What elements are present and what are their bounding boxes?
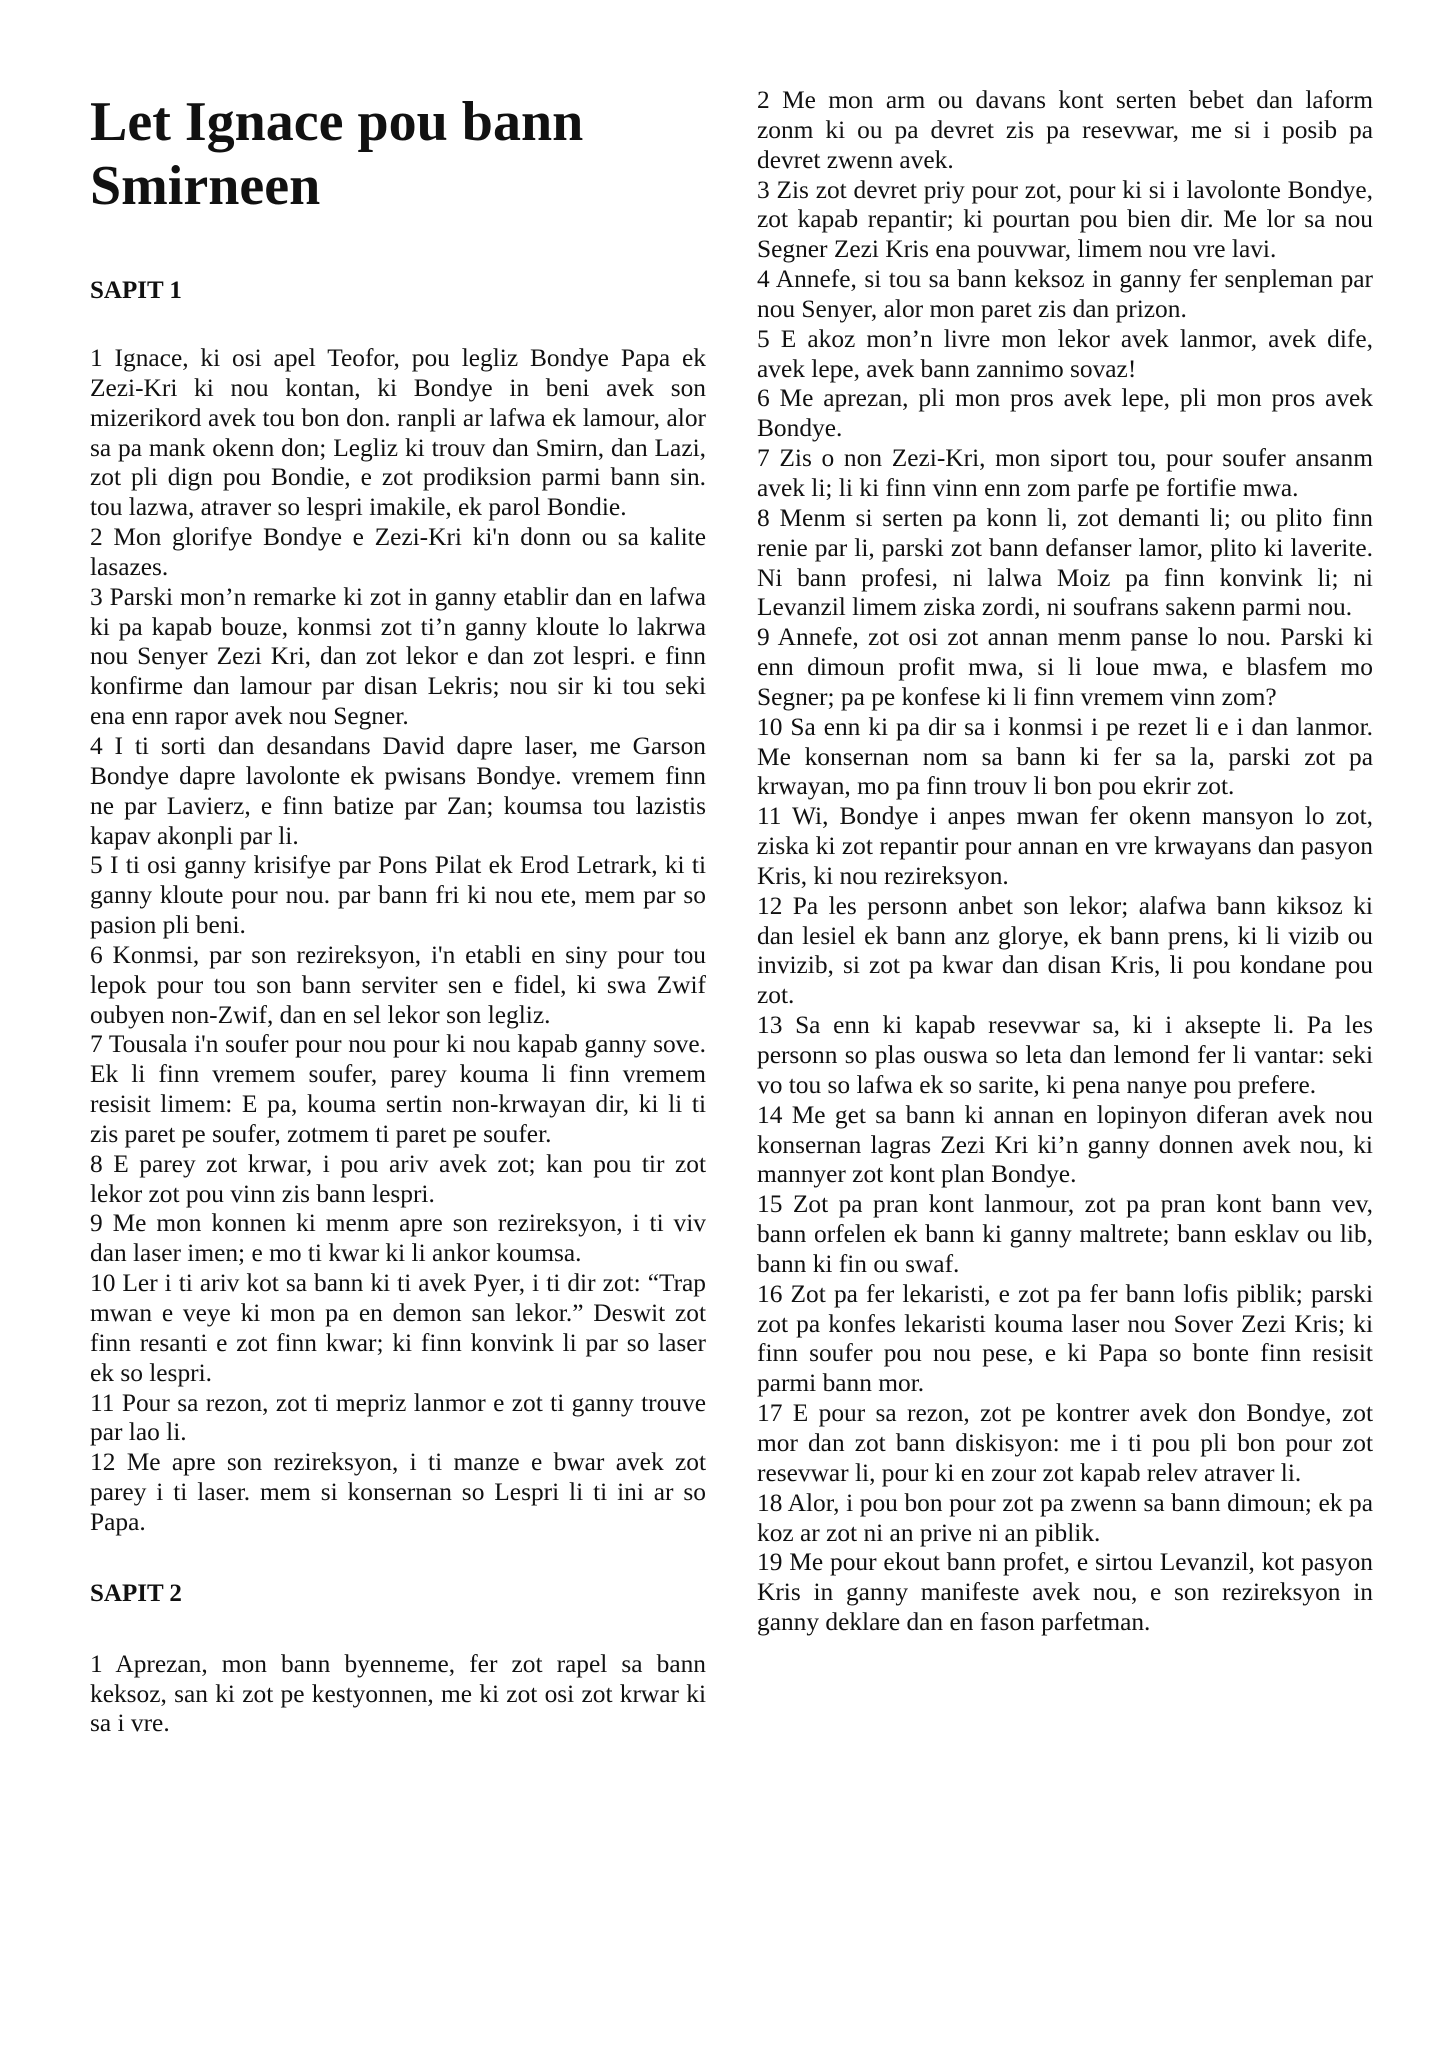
chapter-2-heading: SAPIT 2: [90, 1579, 182, 1607]
left-column-body: [90, 276, 706, 1739]
verse-2-8: 8 Menm si serten pa konn li, zot demanti li; ou plito finn renie par li, parski zot bann defanser lamor, plito ki laverite. Ni bann profesi, ni lalwa Moiz pa finn konvink li; ni Levanzil limem ziska zordi, ni soufrans sakenn parmi nou.: [757, 503, 1373, 622]
right-column: [757, 86, 1373, 1638]
verse-2-14: 14 Me get sa bann ki annan en lopinyon diferan avek nou konsernan lagras Zezi Kri ki’n ganny donnen avek nou, ki mannyer zot kont plan Bondye.: [757, 1100, 1373, 1189]
verse-2-1: 1 Aprezan, mon bann byenneme, fer zot rapel sa bann keksoz, san ki zot pe kestyonnen, me ki zot osi zot krwar ki sa i vre.: [90, 1649, 706, 1738]
verse-1-11: 11 Pour sa rezon, zot ti mepriz lanmor e zot ti ganny trouve par lao li.: [90, 1388, 706, 1447]
verse-2-10: 10 Sa enn ki pa dir sa i konmsi i pe rezet li e i dan lanmor. Me konsernan nom sa bann ki fer sa la, parski zot pa krwayan, mo pa finn trouv li bon pou ekrir zot.: [757, 712, 1373, 801]
verse-2-3: 3 Zis zot devret priy pour zot, pour ki si i lavolonte Bondye, zot kapab repantir; ki pourtan pou bien dir. Me lor sa nou Segner Zezi Kris ena pouvwar, limem nou vre lavi.: [757, 175, 1373, 264]
verse-2-7: 7 Zis o non Zezi-Kri, mon siport tou, pour soufer ansanm avek li; li ki finn vinn enn zom parfe pe fortifie mwa.: [757, 444, 1373, 502]
verse-1-6: 6 Konmsi, par son rezireksyon, i'n etabli en siny pour tou lepok pour tou son bann serviter sen e fidel, ki swa Zwif oubyen non-Zwif, dan en sel lekor son legliz.: [90, 940, 706, 1029]
verse-2-6: 6 Me aprezan, pli mon pros avek lepe, pli mon pros avek Bondye.: [757, 384, 1373, 443]
verse-2-2: 2 Me mon arm ou davans kont serten bebet dan laform zonm ki ou pa devret zis pa resevwar, me si i posib pa devret zwenn avek.: [757, 86, 1373, 174]
verse-2-16: 16 Zot pa fer lekaristi, e zot pa fer bann lofis piblik; parski zot pa konfes lekaristi kouma laser nou Sover Zezi Kris; ki finn soufer pou nou pese, e ki Papa so bonte finn resisit parmi bann mor.: [757, 1279, 1373, 1398]
verse-1-3: 3 Parski mon’n remarke ki zot in ganny etablir dan en lafwa ki pa kapab bouze, konmsi zot ti’n ganny kloute lo lakrwa nou Senyer Zezi Kri, dan zot lekor e dan zot lespri. e finn konfirme dan lamour par disan Lekris; nou sir ki tou seki ena enn rapor avek nou Segner.: [90, 582, 706, 731]
verse-2-4: 4 Annefe, si tou sa bann keksoz in ganny fer senpleman par nou Senyer, alor mon paret zis dan prizon.: [757, 265, 1373, 323]
verse-1-10: 10 Ler i ti ariv kot sa bann ki ti avek Pyer, i ti dir zot: “Trap mwan e veye ki mon pa en demon san lekor.” Deswit zot finn resanti e zot finn kwar; ki finn konvink li par so laser ek so lespri.: [90, 1269, 706, 1387]
verse-1-5: 5 I ti osi ganny krisifye par Pons Pilat ek Erod Letrark, ki ti ganny kloute pour nou. par bann fri ki nou ete, mem par so pasion pli beni.: [90, 851, 706, 940]
verse-2-18: 18 Alor, i pou bon pour zot pa zwenn sa bann dimoun; ek pa koz ar zot ni an prive ni an piblik.: [757, 1488, 1373, 1547]
verse-2-15: 15 Zot pa pran kont lanmour, zot pa pran kont bann vev, bann orfelen ek bann ki ganny maltrete; bann esklav ou lib, bann ki fin ou swaf.: [757, 1190, 1373, 1278]
verse-1-1: 1 Ignace, ki osi apel Teofor, pou legliz Bondye Papa ek Zezi-Kri ki nou kontan, ki Bondye in beni avek son mizerikord avek tou bon don. ranpli ar lafwa ek lamour, alor sa pa mank okenn don; Legliz ki trouv dan Smirn, dan Lazi, zot pli dign pou Bondie, e zot prodiksion parmi bann sin. tou lazwa, atraver so lespri imakile, ek parol Bondie.: [90, 344, 706, 522]
verse-1-4: 4 I ti sorti dan desandans David dapre laser, me Garson Bondye dapre lavolonte ek pwisans Bondye. vremem finn ne par Lavierz, e finn batize par Zan; koumsa tou lazistis kapav akonpli par li.: [90, 731, 706, 850]
verse-1-12: 12 Me apre son rezireksyon, i ti manze e bwar avek zot parey i ti laser. mem si konsernan so Lespri li ti ini ar so Papa.: [90, 1448, 706, 1536]
verse-1-8: 8 E parey zot krwar, i pou ariv avek zot; kan pou tir zot lekor zot pou vinn zis bann lespri.: [90, 1149, 706, 1208]
verse-1-9: 9 Me mon konnen ki menm apre son rezireksyon, i ti viv dan laser imen; e mo ti kwar ki li ankor koumsa.: [90, 1209, 706, 1268]
verse-1-7: 7 Tousala i'n soufer pour nou pour ki nou kapab ganny sove. Ek li finn vremem soufer, parey kouma li finn vremem resisit limem: E pa, kouma sertin non-krwayan dir, ki li ti zis paret pe soufer, zotmem ti paret pe soufer.: [90, 1030, 706, 1148]
verse-2-5: 5 E akoz mon’n livre mon lekor avek lanmor, avek dife, avek lepe, avek bann zannimo sovaz!: [757, 324, 1373, 383]
verse-2-11: 11 Wi, Bondye i anpes mwan fer okenn mansyon lo zot, ziska ki zot repantir pour annan en vre krwayans dan pasyon Kris, ki nou rezireksyon.: [757, 802, 1373, 890]
verse-2-13: 13 Sa enn ki kapab resevwar sa, ki i aksepte li. Pa les personn so plas ouswa so leta dan lemond fer li vantar: seki vo tou so lafwa ek so sarite, ki pena nanye pou prefere.: [757, 1011, 1373, 1099]
verse-1-2: 2 Mon glorifye Bondye e Zezi-Kri ki'n donn ou sa kalite lasazes.: [90, 523, 706, 581]
verse-2-19: 19 Me pour ekout bann profet, e sirtou Levanzil, kot pasyon Kris in ganny manifeste avek nou, e son rezireksyon in ganny deklare dan en fason parfetman.: [757, 1548, 1373, 1637]
verse-2-12: 12 Pa les personn anbet son lekor; alafwa bann kiksoz ki dan lesiel ek bann anz glorye, ek bann prens, ki li vizib ou invizib, si zot pa kwar dan disan Kris, li pou kondane pou zot.: [757, 891, 1373, 1010]
verse-2-17: 17 E pour sa rezon, zot pe kontrer avek don Bondye, zot mor dan zot bann diskisyon: me i ti pou pli bon pour zot resevwar li, pour ki en zour zot kapab relev atraver li.: [757, 1399, 1373, 1487]
document-title: Let Ignace pou bann Smirneen: [90, 91, 584, 217]
chapter-1-heading: SAPIT 1: [90, 277, 182, 304]
verse-2-9: 9 Annefe, zot osi zot annan menm panse lo nou. Parski ki enn dimoun profit mwa, si li loue mwa, e blasfem mo Segner; pa pe konfese ki li finn vremem vinn zom?: [757, 623, 1373, 711]
